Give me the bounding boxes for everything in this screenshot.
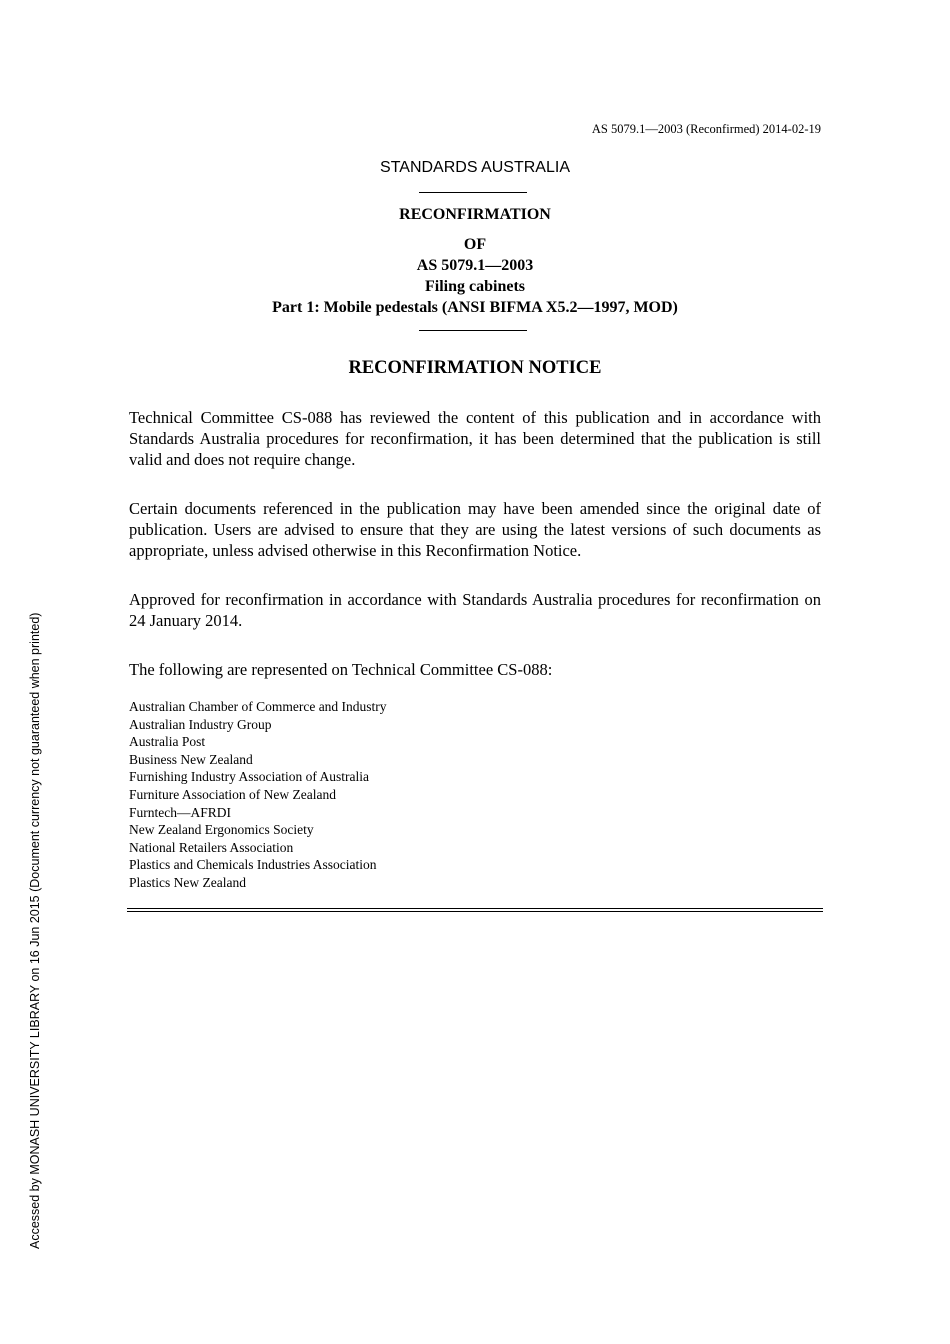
list-item: National Retailers Association bbox=[129, 839, 294, 855]
list-item: Australian Chamber of Commerce and Industry bbox=[129, 699, 387, 714]
list-item: Furniture Association of New Zealand bbox=[129, 786, 336, 802]
title-of: OF bbox=[463, 236, 487, 253]
title-divider-top bbox=[419, 192, 527, 193]
standard-part-title: Part 1: Mobile pedestals (ANSI BIFMA X5.2—1997, MOD) bbox=[272, 299, 678, 316]
list-item: Australian Industry Group bbox=[129, 716, 272, 732]
document-reference: AS 5079.1—2003 (Reconfirmed) 2014-02-19 bbox=[591, 122, 821, 136]
standard-title: Filing cabinets bbox=[424, 278, 525, 295]
approval-paragraph: Approved for reconfirmation in accordance with Standards Australia procedures for reconfirmation on 24 January 2014. bbox=[129, 590, 821, 630]
list-item: Furntech—AFRDI bbox=[129, 804, 231, 820]
list-item: Business New Zealand bbox=[129, 751, 253, 767]
list-item: New Zealand Ergonomics Society bbox=[129, 822, 314, 838]
list-item: Plastics and Chemicals Industries Association bbox=[129, 857, 377, 873]
notice-heading: RECONFIRMATION NOTICE bbox=[348, 358, 602, 378]
list-item: Australia Post bbox=[129, 734, 206, 750]
standard-number: AS 5079.1—2003 bbox=[416, 257, 534, 274]
review-paragraph: Technical Committee CS-088 has reviewed the content of this publication and in accordance with Standards Australia procedures for reconfirmation, it has been determined that the publication is still valid and does not require change. bbox=[129, 408, 821, 469]
amendment-paragraph: Certain documents referenced in the publication may have been amended since the original date of publication. Users are advised to ensure that they are using the latest versions of such documents as appropriate, unless advised otherwise in this Reconfirmation Notice. bbox=[129, 499, 821, 560]
committee-intro-paragraph: The following are represented on Technical Committee CS-088: bbox=[129, 660, 553, 679]
list-item: Plastics New Zealand bbox=[129, 874, 246, 890]
organization-name: STANDARDS AUSTRALIA bbox=[380, 159, 570, 176]
title-divider-bottom bbox=[419, 330, 527, 331]
end-of-notice-rule bbox=[127, 908, 823, 912]
committee-member-list bbox=[129, 698, 387, 892]
access-watermark: Accessed by MONASH UNIVERSITY LIBRARY on 16 Jun 2015 (Document currency not guaranteed when printed) bbox=[28, 612, 42, 1249]
list-item: Furnishing Industry Association of Australia bbox=[129, 769, 369, 785]
reconfirmation-title: RECONFIRMATION bbox=[399, 206, 551, 223]
